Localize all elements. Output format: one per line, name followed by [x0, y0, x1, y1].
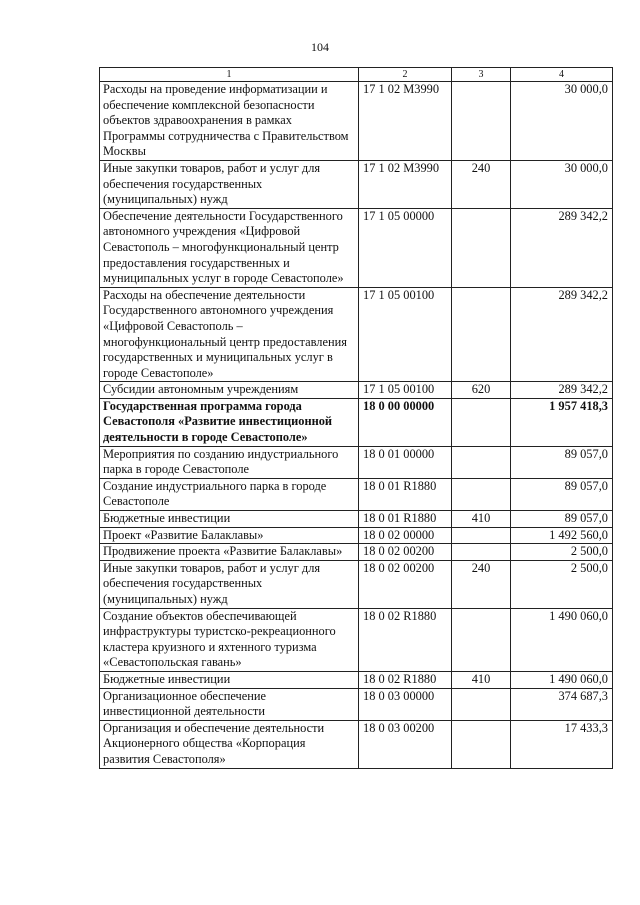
table-row — [100, 720, 613, 768]
row-code-cell: 17 1 05 00100 — [359, 382, 452, 399]
row-code-cell: 18 0 02 00000 — [359, 527, 452, 544]
row-code-cell: 17 1 05 00000 — [359, 208, 452, 287]
table-header-row — [100, 68, 613, 82]
row-code-cell: 18 0 03 00000 — [359, 688, 452, 720]
row-amount-cell: 89 057,0 — [511, 446, 613, 478]
row-name-cell: Государственная программа города Севастополя «Развитие инвестиционной деятельности в городе Севастополе» — [100, 398, 359, 446]
table-row — [100, 208, 613, 287]
row-kind-cell: 620 — [452, 382, 511, 399]
table-row — [100, 398, 613, 446]
row-code-cell: 18 0 02 R1880 — [359, 608, 452, 671]
row-code-cell: 18 0 01 R1880 — [359, 478, 452, 510]
row-amount-cell: 30 000,0 — [511, 82, 613, 161]
row-name-cell: Продвижение проекта «Развитие Балаклавы» — [100, 544, 359, 561]
row-name-cell: Проект «Развитие Балаклавы» — [100, 527, 359, 544]
row-kind-cell — [452, 82, 511, 161]
row-name-cell: Расходы на обеспечение деятельности Государственного автономного учреждения «Цифровой Севастополь – многофункциональный центр предоставления государственных и муниципальных услуг в городе Севастополе» — [100, 287, 359, 382]
table-row — [100, 160, 613, 208]
table-row — [100, 608, 613, 671]
row-name-cell: Бюджетные инвестиции — [100, 671, 359, 688]
row-code-cell: 18 0 01 R1880 — [359, 511, 452, 528]
row-kind-cell: 410 — [452, 671, 511, 688]
table-row — [100, 446, 613, 478]
column-header-kind: 3 — [452, 68, 511, 82]
row-amount-cell: 30 000,0 — [511, 160, 613, 208]
column-header-name: 1 — [100, 68, 359, 82]
table-row — [100, 560, 613, 608]
row-name-cell: Обеспечение деятельности Государственного автономного учреждения «Цифровой Севастополь – многофункциональный центр предоставления государственных и муниципальных услуг в городе Севастополе» — [100, 208, 359, 287]
row-amount-cell: 1 492 560,0 — [511, 527, 613, 544]
budget-table — [99, 67, 613, 769]
table-row — [100, 82, 613, 161]
row-amount-cell: 89 057,0 — [511, 478, 613, 510]
table-row — [100, 544, 613, 561]
row-name-cell: Организация и обеспечение деятельности Акционерного общества «Корпорация развития Севастополя» — [100, 720, 359, 768]
row-code-cell: 18 0 02 00200 — [359, 560, 452, 608]
row-code-cell: 18 0 02 R1880 — [359, 671, 452, 688]
row-code-cell: 17 1 05 00100 — [359, 287, 452, 382]
row-amount-cell: 1 957 418,3 — [511, 398, 613, 446]
row-kind-cell — [452, 287, 511, 382]
row-kind-cell — [452, 720, 511, 768]
table-row — [100, 511, 613, 528]
budget-table-body — [100, 68, 613, 769]
row-amount-cell: 1 490 060,0 — [511, 671, 613, 688]
table-row — [100, 688, 613, 720]
table-row — [100, 287, 613, 382]
row-name-cell: Иные закупки товаров, работ и услуг для обеспечения государственных (муниципальных) нужд — [100, 160, 359, 208]
row-code-cell: 17 1 02 М3990 — [359, 82, 452, 161]
row-code-cell: 18 0 03 00200 — [359, 720, 452, 768]
row-code-cell: 18 0 00 00000 — [359, 398, 452, 446]
table-row — [100, 478, 613, 510]
row-kind-cell — [452, 446, 511, 478]
row-amount-cell: 2 500,0 — [511, 544, 613, 561]
page-number: 104 — [311, 40, 329, 54]
row-amount-cell: 289 342,2 — [511, 382, 613, 399]
row-amount-cell: 1 490 060,0 — [511, 608, 613, 671]
row-amount-cell: 289 342,2 — [511, 287, 613, 382]
row-amount-cell: 89 057,0 — [511, 511, 613, 528]
row-name-cell: Иные закупки товаров, работ и услуг для обеспечения государственных (муниципальных) нужд — [100, 560, 359, 608]
row-name-cell: Создание индустриального парка в городе Севастополе — [100, 478, 359, 510]
row-kind-cell — [452, 688, 511, 720]
column-header-code: 2 — [359, 68, 452, 82]
row-amount-cell: 289 342,2 — [511, 208, 613, 287]
row-name-cell: Бюджетные инвестиции — [100, 511, 359, 528]
row-kind-cell — [452, 608, 511, 671]
column-header-amount: 4 — [511, 68, 613, 82]
row-kind-cell: 410 — [452, 511, 511, 528]
row-kind-cell — [452, 398, 511, 446]
row-code-cell: 17 1 02 М3990 — [359, 160, 452, 208]
row-name-cell: Расходы на проведение информатизации и обеспечение комплексной безопасности объектов здравоохранения в рамках Программы сотрудничества с Правительством Москвы — [100, 82, 359, 161]
row-kind-cell — [452, 208, 511, 287]
row-kind-cell: 240 — [452, 160, 511, 208]
row-amount-cell: 2 500,0 — [511, 560, 613, 608]
row-kind-cell — [452, 478, 511, 510]
row-name-cell: Мероприятия по созданию индустриального парка в городе Севастополе — [100, 446, 359, 478]
table-row — [100, 382, 613, 399]
row-name-cell: Создание объектов обеспечивающей инфраструктуры туристско-рекреационного кластера круизного и яхтенного туризма «Севастопольская гавань» — [100, 608, 359, 671]
row-name-cell: Субсидии автономным учреждениям — [100, 382, 359, 399]
row-kind-cell — [452, 544, 511, 561]
table-row — [100, 671, 613, 688]
row-name-cell: Организационное обеспечение инвестиционной деятельности — [100, 688, 359, 720]
row-code-cell: 18 0 02 00200 — [359, 544, 452, 561]
row-amount-cell: 374 687,3 — [511, 688, 613, 720]
row-amount-cell: 17 433,3 — [511, 720, 613, 768]
table-row — [100, 527, 613, 544]
row-kind-cell — [452, 527, 511, 544]
row-code-cell: 18 0 01 00000 — [359, 446, 452, 478]
row-kind-cell: 240 — [452, 560, 511, 608]
